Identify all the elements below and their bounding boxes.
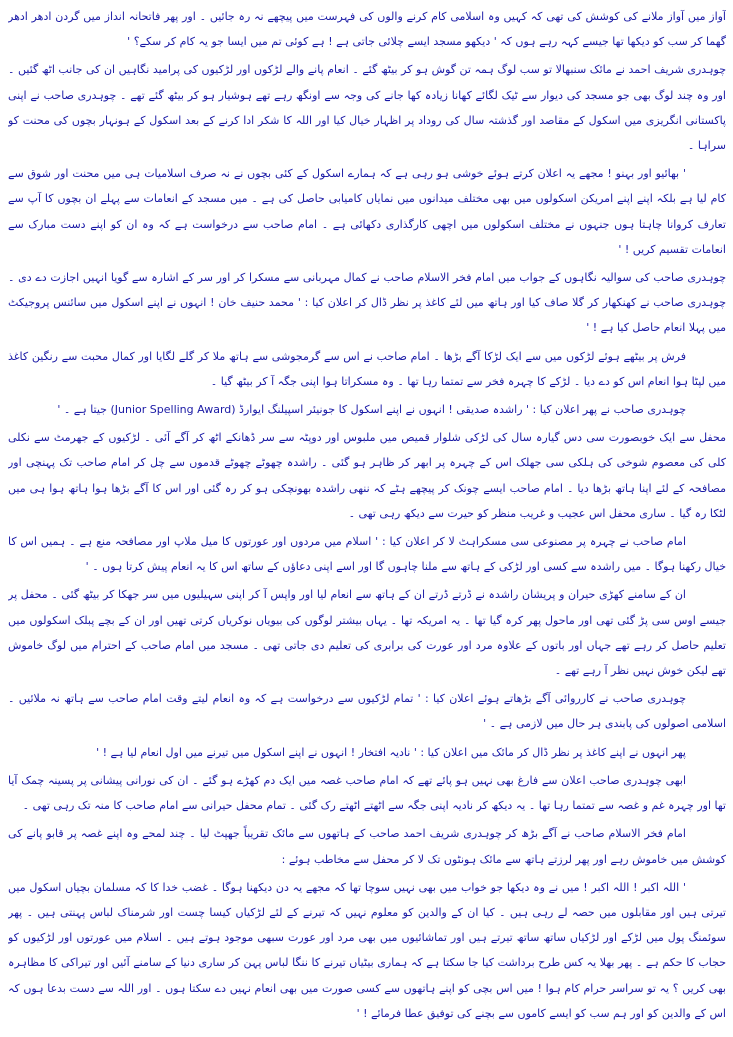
- paragraph: ' اللہ اکبر ! اللہ اکبر ! میں نے وہ دیکھا جو خواب میں بھی نہیں سوچا تھا کہ مجھے یہ دن دیکھنا ہوگا ۔ غضب خدا کا کہ مسلمان بچیاں اسکول میں تیرتی ہیں اور مقابلوں میں حصہ لے رہی ہیں ۔ کیا ان کے والدین کو معلوم نہیں کہ تیرنے کے لئے لڑکیاں کیسا چست اور شرمناک لباس پہنتی ہیں ۔ پھر سوئمنگ پول میں لڑکے اور لڑکیاں ساتھ ساتھ تیرتے ہیں اور تماشائیوں میں بھی مرد اور عورت سبھی موجود ہوتے ہیں ۔ اسلام میں عورتوں اور لڑکیوں کو حجاب کا حکم ہے ۔ پھر بھلا یہ کس طرح برداشت کیا جا سکتا ہے کہ ہماری بیٹیاں تیرنے کا ننگا لباس پہن کر ساری دنیا کے سامنے آئیں اور تیراکی کا مظاہرہ بھی کریں ؟ یہ تو سراسر حرام کام ہوا ! میں اس بچی کو اپنے ہاتھوں سے کسی صورت میں بھی انعام نہیں دے سکتا ہوں ۔ اور اللہ سے دست بدعا ہوں کہ اس کے والدین کو اور ہم سب کو ایسے کاموں سے بچنے کی توفیق عطا فرمائے ! ': [8, 880, 726, 1020]
- document-body: [8, 4, 726, 1033]
- paragraph: محفل سے ایک خوبصورت سی دس گیارہ سال کی لڑکی شلوار قمیص میں ملبوس اور دوپٹہ سے سر ڈھانکے اٹھ کر آگے آئی ۔ لڑکیوں کے جھرمٹ سے نکلی کلی کی معصوم شوخی کی ہلکی سی جھلک اس کے چہرہ پر ابھر کر ظاہر ہو گئی ۔ راشدہ چھوٹے چھوٹے قدموں سے چل کر امام صاحب تک پہنچی اور مصافحہ کے لئے اپنا ہاتھ بڑھا دیا ۔ امام صاحب ایسے چونک کر پیچھے ہٹے کہ ننھی راشدہ بھونچکی ہو کر رہ گئی اور اس کا آگے بڑھا ہوا ہاتھ ہوا ہی میں لٹکا رہ گیا ۔ ساری محفل اس عجیب و غریب منظر کو حیرت سے دیکھ رہی تھی ۔: [8, 431, 726, 520]
- paragraph: چوہدری شریف احمد نے مائک سنبھالا تو سب لوگ ہمہ تن گوش ہو کر بیٹھ گئے ۔ انعام پانے والے لڑکوں اور لڑکیوں کی پرامید نگاہیں ان کی جانب اٹھ گئیں ۔ اور وہ چند لوگ بھی جو مسجد کی دیوار سے ٹیک لگائے کھانا زیادہ کھا جانے کی وجہ سے اونگھ رہے تھے ہوشیار ہو کر بیٹھ گئے تھے ۔ چوہدری صاحب نے اپنی پاکستانی انگریزی میں اسکول کے مقاصد اور گذشتہ سال کی روداد پر اظہار خیال کیا اور اللہ کا شکر ادا کرنے کے بعد اسکول کے ہونہار بچوں کی محنت کو سراہا ۔: [8, 63, 726, 153]
- paragraph: آواز میں آواز ملانے کی کوشش کی تھی کہ کہیں وہ اسلامی کام کرنے والوں کی فہرست میں پیچھے نہ رہ جائیں ۔ اور پھر فاتحانہ انداز میں گردن ادھر ادھر گھما کر سب کو دیکھا تھا جیسے کہہ رہے ہوں کہ ' دیکھو مسجد ایسے چلائی جاتی ہے ! ہے کوئی تم میں ایسا جو یہ کام کر سکے؟ ': [8, 10, 726, 49]
- paragraph: پھر انہوں نے اپنے کاغذ پر نظر ڈال کر مائک میں اعلان کیا : ' نادیہ افتخار ! انہوں نے اپنے اسکول میں تیرنے میں اول انعام لیا ہے ! ': [96, 745, 686, 759]
- paragraph: چوہدری صاحب نے کارروائی آگے بڑھاتے ہوئے اعلان کیا : ' تمام لڑکیوں سے درخواست ہے کہ وہ انعام لیتے وقت امام صاحب سے ہاتھ نہ ملائیں ۔ اسلامی اصولوں کی پابندی ہر حال میں لازمی ہے ۔ ': [8, 692, 726, 731]
- paragraph: امام فخر الاسلام صاحب نے آگے بڑھ کر چوہدری شریف احمد صاحب کے ہاتھوں سے مائک تقریباً جھپٹ لیا ۔ چند لمحے وہ اپنے غصہ پر قابو پانے کی کوشش میں خاموش رہے اور پھر لرزتے ہاتھ سے مائک ہونٹوں تک لا کر محفل سے مخاطب ہوئے :: [8, 827, 726, 866]
- paragraph: چوہدری صاحب نے پھر اعلان کیا : ' راشدہ صدیقی ! انہوں نے اپنے اسکول کا جونیئر اسپیلنگ ایوارڈ (Junior Spelling Award) جیتا ہے ۔ ': [57, 403, 686, 417]
- paragraph: چوہدری صاحب کی سوالیہ نگاہوں کے جواب میں امام فخر الاسلام صاحب نے کمال مہربانی سے مسکرا کر اور سر کے اشارہ سے گویا انہیں اجازت دے دی ۔ چوہدری صاحب نے کھنکھار کر گلا صاف کیا اور ہاتھ میں لئے کاغذ پر نظر ڈال کر اعلان کیا : ' محمد حنیف خان ! انہوں نے اپنے اسکول میں سائنس پروجیکٹ میں پہلا انعام حاصل کیا ہے ! ': [8, 271, 726, 335]
- paragraph: فرش پر بیٹھے ہوئے لڑکوں میں سے ایک لڑکا آگے بڑھا ۔ امام صاحب نے اس سے گرمجوشی سے ہاتھ ملا کر گلے لگایا اور کمال محبت سے رنگین کاغذ میں لپٹا ہوا انعام اس کو دے دیا ۔ لڑکے کا چہرہ فخر سے تمتما رہا تھا ۔ وہ مسکراتا ہوا اپنی جگہ آ کر بیٹھ گیا ۔: [8, 349, 726, 388]
- paragraph: ابھی چوہدری صاحب اعلان سے فارغ بھی نہیں ہو پائے تھے کہ امام صاحب غصہ میں ایک دم کھڑے ہو گئے ۔ ان کی نورانی پیشانی پر پسینہ چمک آیا تھا اور چہرہ غم و غصہ سے تمتما رہا تھا ۔ یہ دیکھ کر نادیہ اپنی جگہ سے اٹھتے اٹھتے رک گئی ۔ تمام محفل حیرانی سے امام صاحب کا منہ تک رہی تھی ۔: [8, 773, 726, 813]
- paragraph: ' بھائیو اور بہنو ! مجھے یہ اعلان کرتے ہوئے خوشی ہو رہی ہے کہ ہمارے اسکول کے کئی بچوں نے نہ صرف اسلامیات ہی میں محنت اور شوق سے کام لیا ہے بلکہ اپنے اپنے امریکن اسکولوں میں بھی مختلف میدانوں میں نمایاں کامیابی حاصل کی ہے ۔ میں مسجد کے انعامات سے پہلے ان بچوں کا آپ سے تعارف کروانا چاہتا ہوں جنہوں نے مختلف اسکولوں میں اچھی کارگذاری دکھائی ہے ۔ امام صاحب سے درخواست ہے کہ وہ ان کو اپنے دست مبارک سے انعامات تقسیم کریں ! ': [8, 167, 726, 256]
- paragraph: ان کے سامنے کھڑی حیران و پریشان راشدہ نے ڈرتے ڈرتے ان کے ہاتھ سے انعام لیا اور واپس آ کر اپنی سہیلیوں میں سر جھکا کر بیٹھ گئی ۔ محفل پر جیسے اوس سی پڑ گئی تھی اور ماحول پھر کرہ گیا تھا ۔ یہ امریکہ تھا ۔ یہاں بیشتر لوگوں کی بیویاں نوکریاں کرتی تھیں اور ان کے بچے پبلک اسکولوں میں تعلیم حاصل کر رہے تھے جہاں اور باتوں کے علاوہ مرد اور عورت کی برابری کی تعلیم دی جاتی تھی ۔ مسجد میں امام صاحب کے احترام میں لوگ خاموش تھے لیکن خوش نہیں نظر آ رہے تھے ۔: [8, 588, 726, 678]
- paragraph: امام صاحب نے چہرہ پر مصنوعی سی مسکراہٹ لا کر اعلان کیا : ' اسلام میں مردوں اور عورتوں کا میل ملاپ اور مصافحہ منع ہے ۔ ہمیں اس کا خیال رکھنا ہوگا ۔ میں راشدہ سے کسی اور لڑکی کے ہاتھ سے ملنا چاہوں گا اور اسے اپنی دعاؤں کے ساتھ اس کا یہ انعام پیش کرتا ہوں ۔ ': [8, 535, 726, 574]
